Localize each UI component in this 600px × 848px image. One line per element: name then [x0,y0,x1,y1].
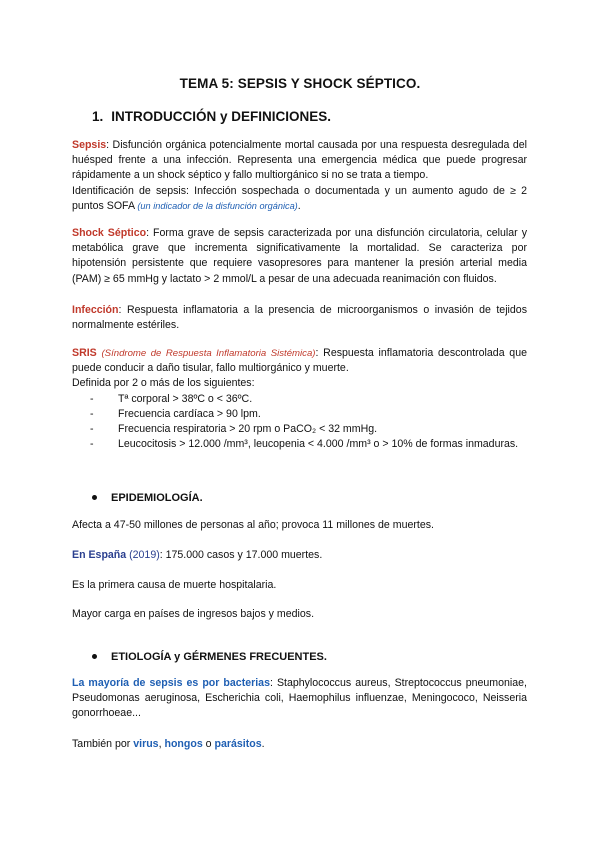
sepsis-identification: Identificación de sepsis: Infección sospechada o documentada y un aumento agudo de ≥ 2 puntos SOFA [72,184,527,212]
etiologia-otros [72,737,527,752]
spain-text: : 175.000 casos y 17.000 muertes. [159,549,323,561]
term-hongos: hongos [164,738,203,750]
section-heading-epidemiologia [92,492,203,504]
definition-sris [72,346,527,452]
sris-criterion: - Frecuencia respiratoria > 20 rpm o PaCO₂ < 32 mmHg. [72,422,527,437]
sris-definition-text: : Respuesta inflamatoria descontrolada que puede conducir a daño tisular, fallo multiorgánico y muerte. [72,347,527,375]
sris-criterion: - Frecuencia cardíaca > 90 lpm. [72,407,527,422]
definition-shock-septico [72,226,527,287]
etiologia-end: . [261,738,265,750]
etiologia-bacterias [72,676,527,722]
section-heading-text: INTRODUCCIÓN y DEFINICIONES. [111,109,332,124]
etiologia-lead: La mayoría de sepsis es por bacterias [72,677,270,689]
document-title: TEMA 5: SEPSIS Y SHOCK SÉPTICO. [179,76,421,91]
sepsis-sofa-note: (un indicador de la disfunción orgánica) [137,200,298,211]
separator: , [158,738,165,750]
infeccion-definition-text: : Respuesta inflamatoria a la presencia de microorganismos o invasión de tejidos normalmente estériles. [72,304,527,332]
definition-infeccion [72,303,527,333]
sris-criterion: - Tª corporal > 38ºC o < 36ºC. [72,392,527,407]
sris-criteria-intro: Definida por 2 o más de los siguientes: [72,377,255,390]
etiologia-also-text: También por [72,738,134,750]
epidemiologia-spain [72,548,527,563]
definition-sepsis [72,138,527,214]
epidemiologia-p1: Afecta a 47-50 millones de personas al año; provoca 11 millones de muertes. [72,519,434,531]
term-parasitos: parásitos [214,738,262,750]
term-infeccion: Infección [72,304,119,316]
spain-year: (2019) [129,549,160,561]
sris-fullname-note: (Síndrome de Respuesta Inflamatoria Sistémica) [101,348,316,359]
sepsis-definition-text: : Disfunción orgánica potencialmente mortal causada por una respuesta desregulada del huésped frente a una infección. Representa una emergencia médica que puede progresar rápidamente a un shock séptico y fallo multiorgánico si no se trata a tiempo. [72,139,527,182]
epidemiologia-p4: Mayor carga en países de ingresos bajos y medios. [72,608,315,620]
section-number: 1. [92,109,104,124]
sris-criterion: - Leucocitosis > 12.000 /mm³, leucopenia < 4.000 /mm³ o > 10% de formas inmaduras. [72,437,527,452]
term-sris: SRIS [72,347,97,359]
separator: o [202,738,215,750]
section-heading-etiologia [92,651,327,663]
term-sepsis: Sepsis [72,139,107,151]
sepsis-end: . [297,199,301,212]
section-heading-introduccion [92,109,331,124]
bullet-icon [92,495,97,500]
term-shock-septico: Shock Séptico [72,227,147,239]
epidemiologia-p3: Es la primera causa de muerte hospitalaria. [72,579,277,591]
spain-label: En España [72,549,127,561]
sris-criteria-list [72,392,527,453]
epidemiologia-heading-text: EPIDEMIOLOGÍA. [111,492,203,504]
etiologia-bacterias-list: : Staphylococcus aureus, Streptococcus pneumoniae, Pseudomonas aeruginosa, Escherichia coli, Haemophilus influenzae, Meningococo, Neisseria gonorrhoeae... [72,677,527,720]
term-virus: virus [133,738,159,750]
shock-definition-text: : Forma grave de sepsis caracterizada por una disfunción circulatoria, celular y metabólica grave que incrementa significativamente la mortalidad. Se caracteriza por hipotensión persistente que requiere vasopresores para mantener la presión arterial media (PAM) ≥ 65 mmHg y lactato > 2 mmol/L a pesar de una adecuada reanimación con fluidos. [72,227,527,285]
etiologia-heading-text: ETIOLOGÍA y GÉRMENES FRECUENTES. [111,651,327,663]
bullet-icon [92,654,97,659]
